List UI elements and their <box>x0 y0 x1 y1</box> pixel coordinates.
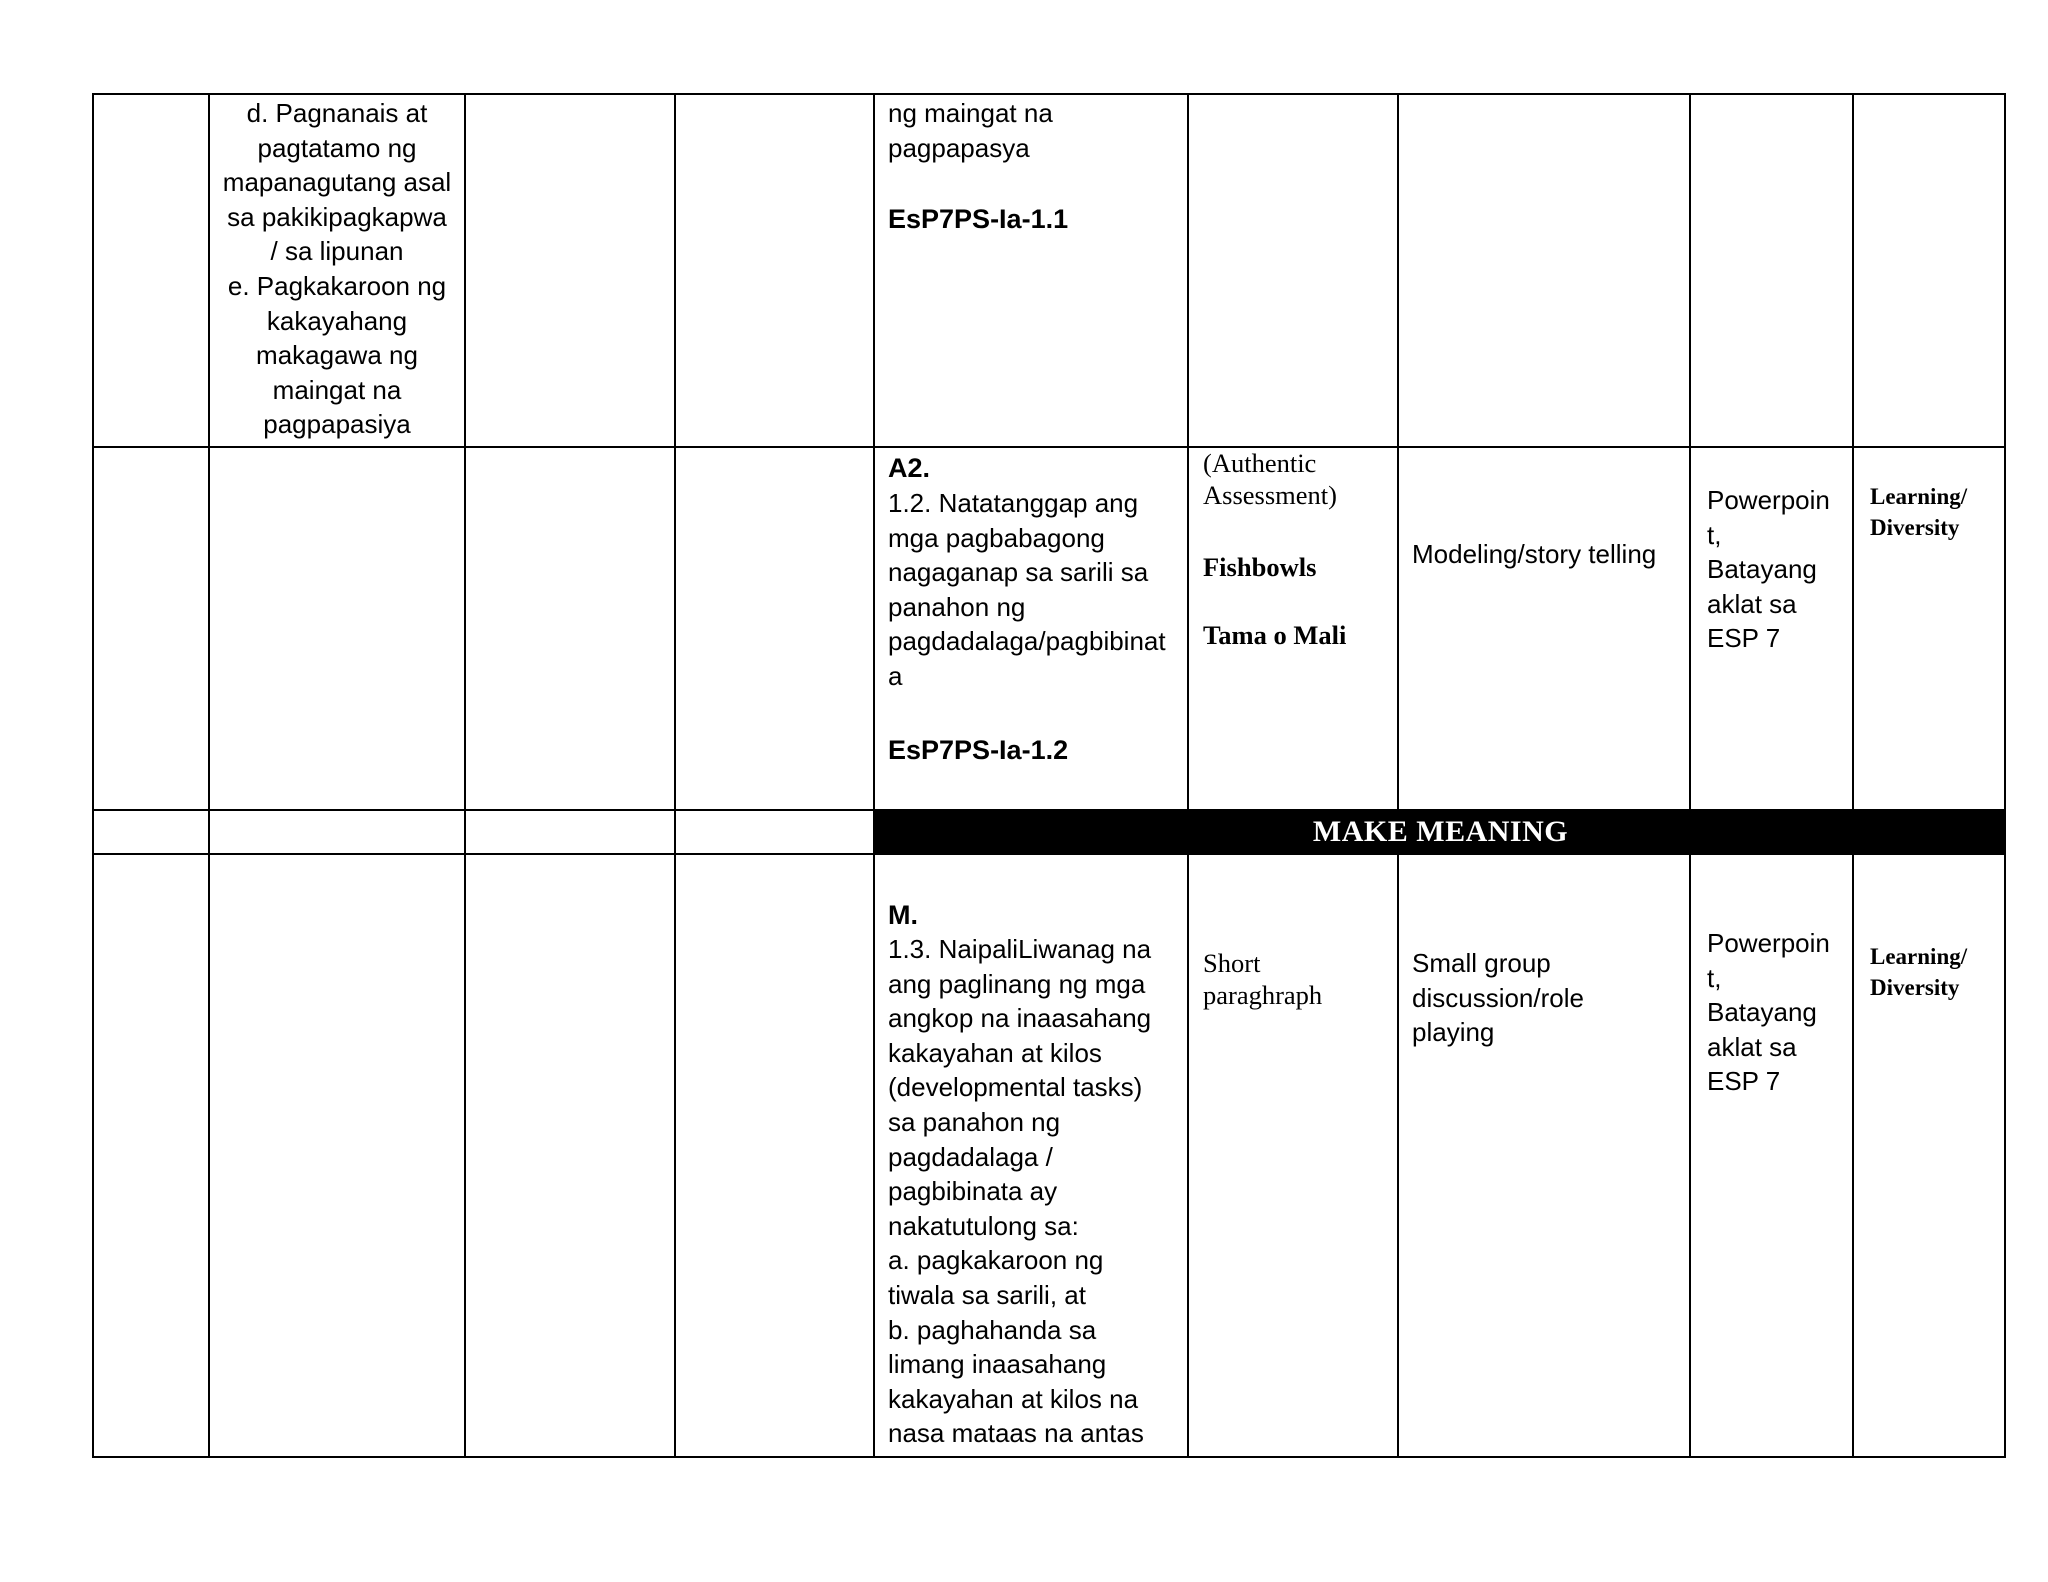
row3-col5-text: 1.3. NaipaliLiwanag na ang paglinang ng mga angkop na inaasahang kakayahan at kilos (developmental tasks) sa panahon ng pagdadalaga / pagbibinata ay nakatutulong sa: a. pagkakaroon ng tiwala sa sarili, at b. paghahanda sa limang inaasahang kakayahan at kilos na nasa mataas na antas <box>888 934 1152 1449</box>
table-border-bottom <box>92 1456 2006 1458</box>
table-border-top <box>92 93 2006 95</box>
row3-col6-text: Short paraghraph <box>1203 948 1323 1010</box>
table-row-divider-3 <box>92 853 2006 855</box>
table-col-divider-7 <box>1689 93 1691 811</box>
row1-col5-code: EsP7PS-Ia-1.1 <box>888 204 1069 234</box>
row2-col5-code: EsP7PS-Ia-1.2 <box>888 735 1069 765</box>
row3-col8-text: Powerpoin t, Batayang aklat sa ESP 7 <box>1707 928 1830 1097</box>
section-banner <box>875 811 2006 853</box>
table-col-divider-4 <box>873 93 875 1458</box>
table-col-divider-5b <box>1187 853 1189 1458</box>
row2-col6-item1: Fishbowls <box>1203 552 1317 582</box>
row3-col5-heading: M. <box>888 900 918 930</box>
row3-col9-text: Learning/ Diversity <box>1870 944 1968 1000</box>
table-col-divider-1 <box>208 93 210 1458</box>
row2-col5-text: 1.2. Natatanggap ang mga pagbabagong nagaganap sa sarili sa panahon ng pagdadalaga/pagbibinat a <box>888 488 1166 691</box>
table-border-left <box>92 93 94 1458</box>
row2-col9-text: Learning/ Diversity <box>1870 484 1968 540</box>
row2-col6-label: (Authentic Assessment) <box>1203 448 1337 510</box>
table-border-right <box>2004 93 2006 1458</box>
table-col-divider-2 <box>464 93 466 1458</box>
section-banner-title: MAKE MEANING <box>1312 815 1569 848</box>
row2-col8-text: Powerpoin t, Batayang aklat sa ESP 7 <box>1707 485 1830 654</box>
table-col-divider-3 <box>674 93 676 1458</box>
row1-col5-text: ng maingat na pagpapasya <box>888 98 1053 163</box>
table-col-divider-5 <box>1187 93 1189 811</box>
table-col-divider-6b <box>1397 853 1399 1458</box>
row3-col7-text: Small group discussion/role playing <box>1412 948 1584 1048</box>
row2-col6-item2: Tama o Mali <box>1203 620 1347 650</box>
table-col-divider-8 <box>1852 93 1854 811</box>
row2-col7-text: Modeling/story telling <box>1412 539 1657 569</box>
row2-col5-heading: A2. <box>888 453 931 483</box>
row1-col2-text: d. Pagnanais at pagtatamo ng mapanagutang asal sa pakikipagkapwa / sa lipunan e. Pagkakaroon ng kakayahang makagawa ng maingat na pagpapasiya <box>222 98 452 440</box>
table-col-divider-8b <box>1852 853 1854 1458</box>
table-col-divider-7b <box>1689 853 1691 1458</box>
table-col-divider-6 <box>1397 93 1399 811</box>
table-row-divider-1 <box>92 446 2006 448</box>
